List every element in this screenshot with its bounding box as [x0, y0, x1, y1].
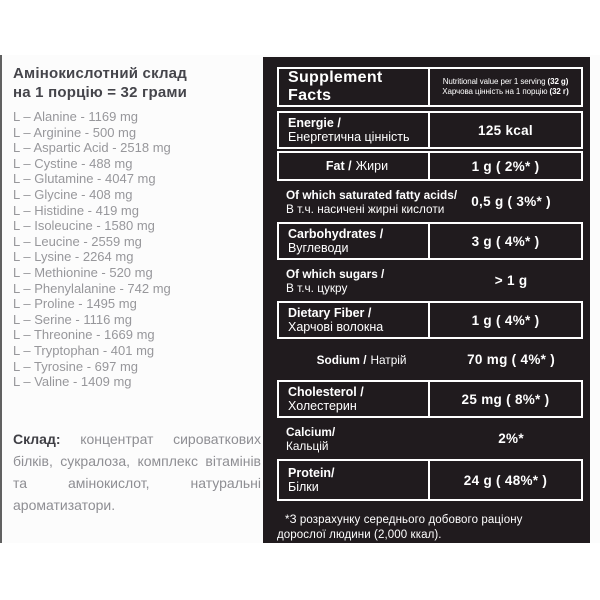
amino-list-item: L – Proline - 1495 mg	[13, 296, 137, 312]
facts-row	[277, 301, 583, 339]
amino-list-item: L – Arginine - 500 mg	[13, 124, 137, 140]
nutrient-name: Fat / Жири	[279, 153, 430, 179]
amino-title-line2: на 1 порцію = 32 грами	[13, 84, 188, 101]
nutrient-name: Carbohydrates / Вуглеводи	[279, 224, 430, 258]
nutrient-value: 3 g ( 4%* )	[471, 233, 540, 249]
amino-list-item: L – Histidine - 419 mg	[13, 202, 139, 218]
footnote-line: *З розрахунку середнього добового раціону	[285, 514, 523, 526]
amino-list-item: L – Valine - 1409 mg	[13, 374, 132, 390]
nutrient-value: > 1 g	[494, 273, 528, 288]
amino-list-item: L – Glutamine - 4047 mg	[13, 171, 156, 187]
facts-row	[277, 380, 583, 418]
nutrient-value: 25 mg ( 8%* )	[461, 391, 550, 407]
amino-list-item: L – Alanine - 1169 mg	[13, 109, 139, 124]
amino-list-item: L – Phenylalanine - 742 mg	[13, 280, 171, 296]
nutrient-value: 24 g ( 48%* )	[463, 472, 548, 488]
serving-info-en: Nutritional value per 1 serving (32 g)	[442, 77, 569, 86]
amino-title-line1: Амінокислотний склад	[13, 65, 187, 82]
footnote-line: *Reference intake of an average adult (2,000 kcal).	[277, 544, 542, 557]
nutrient-value: 0,5 g ( 3%* )	[471, 194, 551, 209]
facts-rows	[277, 111, 583, 501]
nutrient-name: Dietary Fiber / Харчові волокна	[279, 303, 430, 337]
nutrient-name: Of which sugars / В т.ч. цукру	[286, 266, 385, 295]
amino-acid-panel	[13, 64, 265, 390]
composition-text: концентрат сироваткових білків, сукралоза, комплекс вітамінів та амінокислот, натуральні ароматизатори.	[13, 431, 261, 513]
nutrient-value: 70 mg ( 4%* )	[467, 352, 556, 367]
amino-title	[13, 64, 265, 102]
facts-row	[277, 151, 583, 181]
nutrient-value: 2%*	[498, 431, 524, 446]
nutrient-name: Calcium/ Кальцій	[286, 424, 336, 453]
facts-row	[277, 420, 583, 457]
nutrient-name: Cholesterol / Холестерин	[279, 382, 430, 416]
amino-list-item: L – Tryptophan - 401 mg	[13, 342, 155, 358]
facts-row	[277, 111, 583, 149]
composition-label: Склад:	[13, 431, 61, 447]
amino-list-item: L – Leucine - 2559 mg	[13, 233, 142, 249]
nutrient-name: Protein/ Білки	[279, 461, 430, 499]
amino-list-item: L – Lysine - 2264 mg	[13, 249, 134, 265]
facts-row	[277, 262, 583, 299]
nutrient-name: Sodium / Натрій	[316, 352, 407, 367]
facts-header-row	[277, 67, 583, 107]
supplement-facts-title: Supplement Facts	[279, 69, 430, 105]
nutrient-name: Energie / Енергетична цінність	[279, 113, 430, 147]
amino-list-item: L – Glycine - 408 mg	[13, 186, 133, 202]
amino-list-item: L – Threonine - 1669 mg	[13, 327, 155, 343]
supplement-facts-panel	[263, 57, 590, 557]
amino-list-item: L – Cystine - 488 mg	[13, 155, 133, 171]
serving-info-ua: Харчова цінність на 1 порцію (32 г)	[442, 87, 569, 96]
facts-row	[277, 183, 583, 220]
label-left-edge	[0, 55, 2, 543]
amino-list-item: L – Serine - 1116 mg	[13, 311, 132, 327]
amino-list-item: L – Tyrosine - 697 mg	[13, 358, 139, 374]
amino-list-item: L – Methionine - 520 mg	[13, 264, 153, 280]
amino-list	[13, 109, 265, 390]
footnote-line: дорослої людини (2,000 ккал).	[277, 529, 442, 542]
facts-row	[277, 222, 583, 260]
composition-paragraph	[13, 428, 261, 516]
nutrient-value: 1 g ( 2%* )	[471, 158, 540, 174]
footnote	[277, 513, 583, 559]
amino-list-item: L – Aspartic Acid - 2518 mg	[13, 140, 171, 156]
serving-info	[430, 69, 581, 105]
facts-row	[277, 459, 583, 501]
nutrient-value: 125 kcal	[478, 122, 533, 138]
facts-row	[277, 341, 583, 378]
nutrient-name: Of which saturated fatty acids/ В т.ч. насичені жирні кислоти	[286, 187, 458, 216]
nutrient-value: 1 g ( 4%* )	[471, 312, 540, 328]
amino-list-item: L – Isoleucine - 1580 mg	[13, 218, 155, 234]
